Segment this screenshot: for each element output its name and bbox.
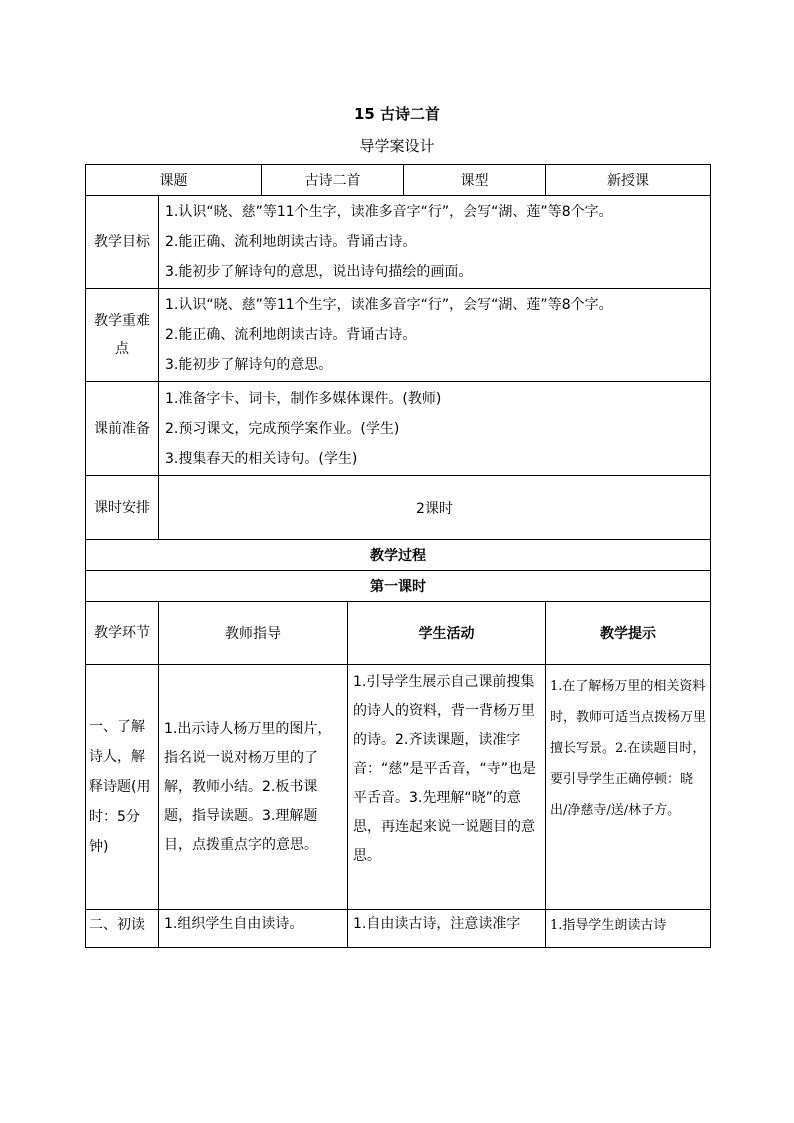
- topic-label: 课题: [86, 165, 262, 196]
- schedule-value: 2课时: [159, 476, 711, 540]
- stage-2-student: 1.自由读古诗，注意读准字: [348, 910, 546, 948]
- lesson-title: 15 古诗二首: [353, 105, 441, 123]
- key-points-label: 教学重难点: [86, 289, 159, 382]
- preparation-item: 1.准备字卡、词卡，制作多媒体课件。(教师): [165, 390, 442, 407]
- goal-item: 2.能正确、流利地朗读古诗。背诵古诗。: [165, 234, 417, 250]
- preparation-item: 2.预习课文，完成预学案作业。(学生): [165, 420, 400, 437]
- stage-1-teacher: 1.出示诗人杨万里的图片，指名说一说对杨万里的了解，教师小结。2.板书课题，指导读题。3.理解题目，点拨重点字的意思。: [159, 665, 348, 910]
- preparation-list: [159, 382, 711, 476]
- topic-value: 古诗二首: [262, 165, 404, 196]
- key-point-item: 3.能初步了解诗句的意思。: [165, 357, 333, 373]
- goals-list: [159, 196, 711, 289]
- key-point-item: 1.认识“晓、慈”等11个生字，读准多音字“行”，会写“湖、莲”等8个字。: [165, 297, 613, 313]
- column-header-hint: 教学提示: [546, 602, 711, 665]
- column-header-teacher: 教师指导: [159, 602, 348, 665]
- stage-1-hint: 1.在了解杨万里的相关资料时，教师可适当点拨杨万里擅长写景。2.在读题目时，要引导学生正确停顿：晓出/净慈寺/送/林子方。: [546, 665, 711, 910]
- goal-item: 3.能初步了解诗句的意思，说出诗句描绘的画面。: [165, 264, 473, 280]
- column-header-student: 学生活动: [348, 602, 546, 665]
- goal-item: 1.认识“晓、慈”等11个生字，读准多音字“行”，会写“湖、莲”等8个字。: [165, 204, 613, 220]
- stage-2-label: 二、初读: [86, 910, 159, 948]
- preparation-item: 3.搜集春天的相关诗句。(学生): [165, 450, 358, 467]
- key-points-list: [159, 289, 711, 382]
- stage-1-label: 一、了解诗人，解释诗题(用时：5分钟): [86, 665, 159, 910]
- type-label: 课型: [404, 165, 546, 196]
- preparation-label: 课前准备: [86, 382, 159, 476]
- process-title: 教学过程: [86, 540, 711, 571]
- key-point-item: 2.能正确、流利地朗读古诗。背诵古诗。: [165, 327, 417, 343]
- column-header-stage: 教学环节: [86, 602, 159, 665]
- schedule-label: 课时安排: [86, 476, 159, 540]
- design-subtitle: 导学案设计: [359, 137, 435, 155]
- goals-label: 教学目标: [86, 196, 159, 289]
- session-title: 第一课时: [86, 571, 711, 602]
- lesson-plan-table: [85, 164, 711, 948]
- type-value: 新授课: [546, 165, 711, 196]
- stage-2-teacher: 1.组织学生自由读诗。: [159, 910, 348, 948]
- stage-1-student: 1.引导学生展示自己课前搜集的诗人的资料，背一背杨万里的诗。2.齐读课题，读准字音：“慈”是平舌音，“寺”也是平舌音。3.先理解“晓”的意思，再连起来说一说题目的意思。: [348, 665, 546, 910]
- stage-2-hint: 1.指导学生朗读古诗: [546, 910, 711, 948]
